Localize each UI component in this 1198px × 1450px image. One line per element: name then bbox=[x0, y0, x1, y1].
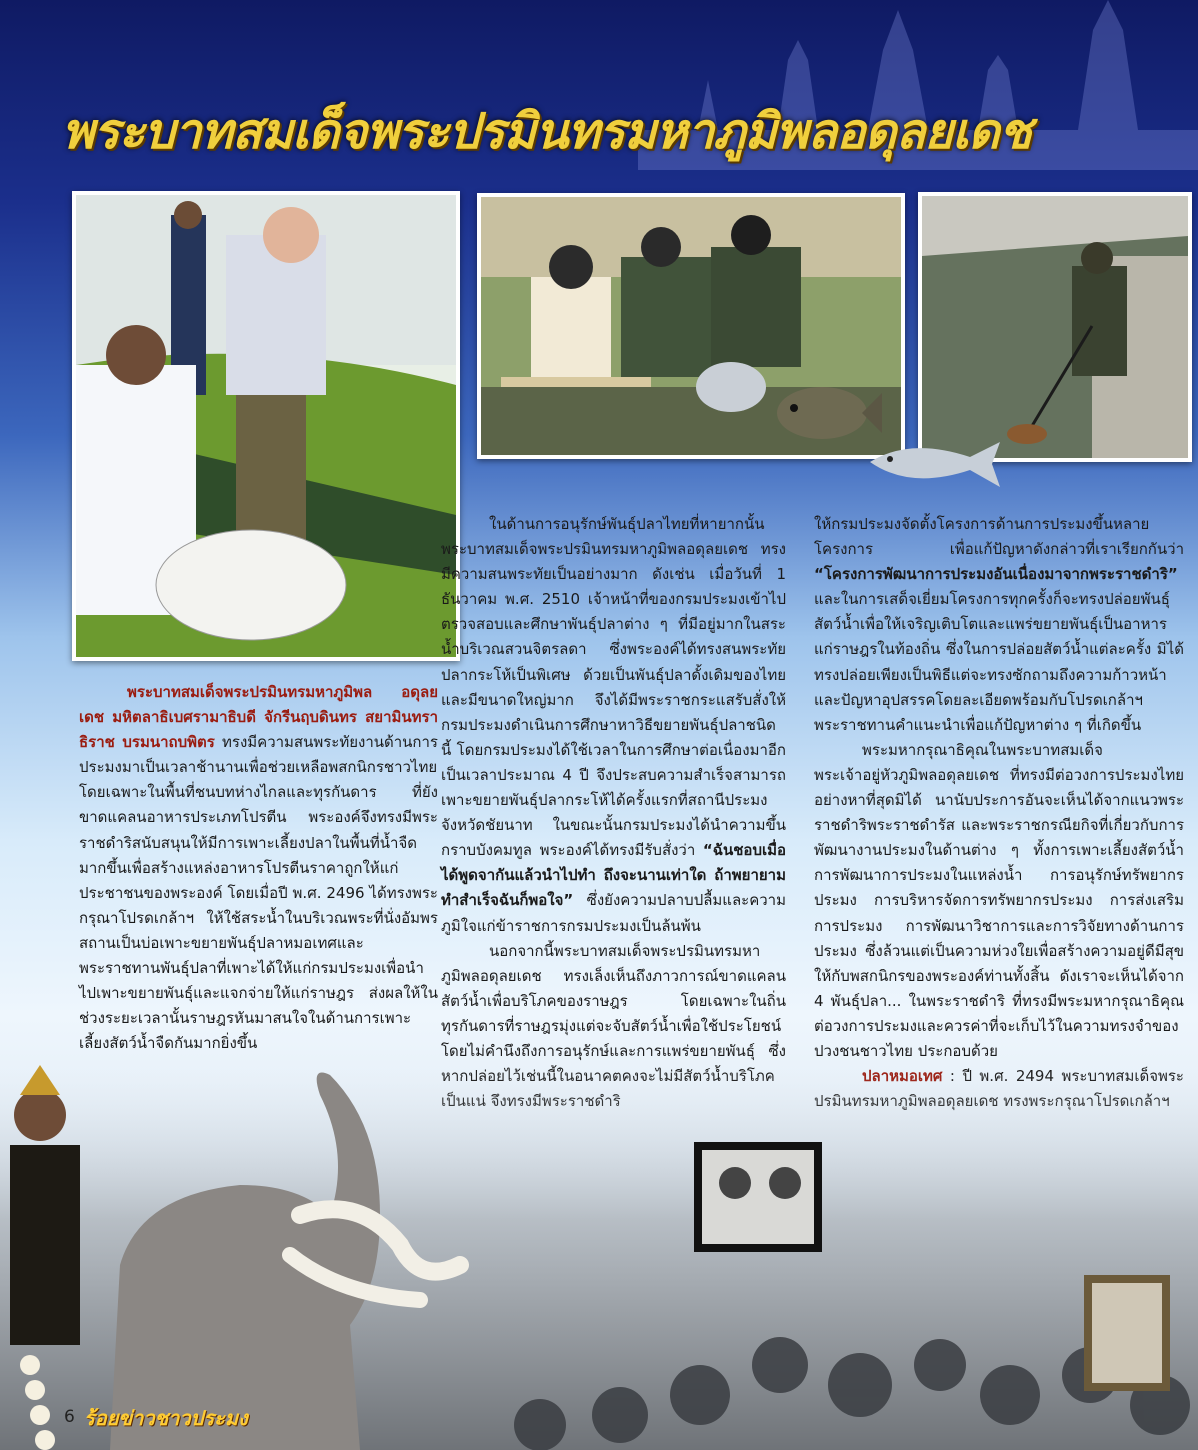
king-with-net-photo-icon bbox=[922, 196, 1188, 458]
elephant-and-crowd-photo-icon bbox=[0, 1065, 1198, 1450]
col3-paragraph-1b: และในการเสด็จเยี่ยมโครงการทุกครั้งก็จะทรงปล่อยพันธุ์สัตว์น้ำเพื่อให้เจริญเติบโตและแพร่ขยายพันธุ์เป็นอาหารแก่ราษฎรในท้องถิ่น ซึ่งในการปล่อยสัตว์น้ำแต่ละครั้ง มิได้ทรงปล่อยเพียงเป็นพิธีแต่จะทรงซักถามถึงความก้าวหน้าและปัญหาอุปสรรคโดยละเอียดพร้อมกับโปรดเกล้าฯ พระราชทานคำแนะนำเพื่อแก้ปัญหาต่าง ๆ ที่เกิดขึ้น bbox=[814, 590, 1184, 734]
photo-king-with-net bbox=[918, 192, 1192, 462]
col2-paragraph-1a: ในด้านการอนุรักษ์พันธุ์ปลาไทยที่หายากนั้น พระบาทสมเด็จพระปรมินทรมหาภูมิพลอดุลยเดช ทรงมีความสนพระทัยเป็นอย่างมาก ดังเช่น เมื่อวันที่ 1 ธันวาคม พ.ศ. 2510 เจ้าหน้าที่ของกรมประมงเข้าไปตรวจสอบและศึกษาพันธุ์ปลาต่าง ๆ ที่มีอยู่มากในสระน้ำบริเวณสวนจิตรลดา ซึ่งพระองค์ได้ทรงสนพระทัยปลากระโห้เป็นพิเศษ ด้วยเป็นพันธุ์ปลาดั้งเดิมของไทยและมีขนาดใหญ่มาก จึงได้มีพระราชกระแสรับสั่งให้กรมประมงดำเนินการศึกษาหาวิธีขยายพันธุ์ปลาชนิดนี้ โดยกรมประมงได้ใช้เวลาในการศึกษาต่อเนื่องมาอีกเป็นเวลาประมาณ 4 ปี จึงประสบความสำเร็จสามารถเพาะขยายพันธุ์ปลากระโห้ได้ครั้งแรกที่สถานีประมงจังหวัดชัยนาท ในขณะนั้นกรมประมงได้นำความขึ้นกราบบังคมทูล พระองค์ได้ทรงมีรับสั่งว่า bbox=[441, 515, 786, 860]
tilapia-fish-icon bbox=[772, 378, 882, 448]
magazine-name: ร้อยข่าวชาวประมง bbox=[84, 1406, 248, 1430]
page-title: พระบาทสมเด็จพระปรมินทรมหาภูมิพลอดุลยเดช bbox=[62, 102, 1031, 160]
col3-paragraph-2: พระมหากรุณาธิคุณในพระบาทสมเด็จพระเจ้าอยู่หัวภูมิพลอดุลยเดช ที่ทรงมีต่อวงการประมงไทยอย่างหาที่สุดมิได้ นานับประการอันจะเห็นได้จากแนวพระราชดำริพระราชดำรัส และพระราชกรณียกิจที่เกี่ยวกับการพัฒนางานประมงในด้านต่าง ๆ ทั้งการเพาะเลี้ยงสัตว์น้ำ การพัฒนาการประมงในแหล่งน้ำ การอนุรักษ์ทรัพยากรประมง การบริหารจัดการทรัพยากรประมง การส่งเสริมการประมง การพัฒนาวิชาการและการวิจัยทางด้านการประมง ซึ่งล้วนแต่เป็นความห่วงใยเพื่อสร้างความอยู่ดีมีสุขให้กับพสกนิกรของพระองค์ท่านทั้งสิ้น ดังเราจะเห็นได้จาก 4 พันธุ์ปลา... ในพระราชดำริ ที่ทรงมีพระมหากรุณาธิคุณต่อวงการประมงและควรค่าที่จะเก็บไว้ในความทรงจำของปวงชนชาวไทย ประกอบด้วย bbox=[814, 740, 1184, 1060]
page-number: 6 bbox=[64, 1407, 75, 1427]
bottom-photo-montage bbox=[0, 1065, 1198, 1450]
photo-king-at-pond bbox=[72, 191, 460, 661]
text-column-2 bbox=[441, 512, 786, 1114]
lead-royal-title: พระบาทสมเด็จพระปรมินทรมหาภูมิพล อดุลยเดช มหิตลาธิเบศรามาธิบดี จักรีนฤบดินทร สยามินทราธิราช บรมนาถบพิตร bbox=[79, 683, 438, 752]
catfish-icon bbox=[870, 432, 1000, 492]
col2-paragraph-2: นอกจากนี้พระบาทสมเด็จพระปรมินทรมหาภูมิพลอดุลยเดช ทรงเล็งเห็นถึงภาวการณ์ขาดแคลนสัตว์น้ำเพื่อบริโภคของราษฎร โดยเฉพาะในถิ่นทุรกันดารที่ราษฎรมุ่งแต่จะจับสัตว์น้ำเพื่อใช้ประโยชน์ โดยไม่คำนึงถึงการอนุรักษ์และการแพร่ขยายพันธุ์ ซึ่ง bbox=[441, 941, 786, 1060]
text-column-1 bbox=[79, 680, 438, 1056]
project-name: “โครงการพัฒนาการประมงอันเนื่องมาจากพระราชดำริ” bbox=[814, 565, 1178, 584]
col1-body: ทรงมีความสนพระทัยงานด้านการประมงมาเป็นเวลาช้านานเพื่อช่วยเหลือพสกนิกรชาวไทยโดยเฉพาะในพื้นที่ชนบทห่างไกลและทุรกันดาร ที่ยังขาดแคลนอาหารประเภทโปรตีน พระองค์จึงทรงมีพระราชดำริสนับสนุนให้มีการเพาะเลี้ยงปลาในพื้นที่น้ำจืดมากขึ้นเพื่อสร้างแหล่งอาหารโปรตีนราคาถูกให้แก่ประชาชนของพระองค์ โดยเมื่อปี พ.ศ. 2496 ได้ทรงพระกรุณาโปรดเกล้าฯ ให้ใช้สระน้ำในบริเวณพระที่นั่งอัมพรสถานเป็นบ่อเพาะขยายพันธุ์ปลาหมอเทศและพระราชทานพันธุ์ปลาที่เพาะได้ให้แก่กรมประมงเพื่อนำไปเพาะขยายพันธุ์และแจกจ่ายให้แก่ราษฎร ส่งผลให้ในช่วงระยะเวลานั้นราษฎรหันมาสนใจในด้านการเพาะเลี้ยงสัตว์น้ำจืดกันมากยิ่งขึ้น bbox=[79, 733, 438, 1053]
text-column-3 bbox=[814, 512, 1184, 1114]
king-at-pond-photo-icon bbox=[76, 195, 456, 657]
col3-paragraph-1a: ให้กรมประมงจัดตั้งโครงการด้านการประมงขึ้นหลายโครงการ เพื่อแก้ปัญหาดังกล่าวที่เราเรียกกันว่า bbox=[814, 515, 1184, 559]
col2-paragraph-1b: ซึ่งยังความปลาบปลื้มและความภูมิใจแก่ข้าราชการกรมประมงเป็นล้นพ้น bbox=[441, 891, 786, 935]
royal-quote: “ฉันชอบเมื่อได้พูดจากันแล้วนำไปทำ ถึงจะนานเท่าใด ถ้าพยายามทำสำเร็จฉันก็พอใจ” bbox=[441, 841, 786, 910]
